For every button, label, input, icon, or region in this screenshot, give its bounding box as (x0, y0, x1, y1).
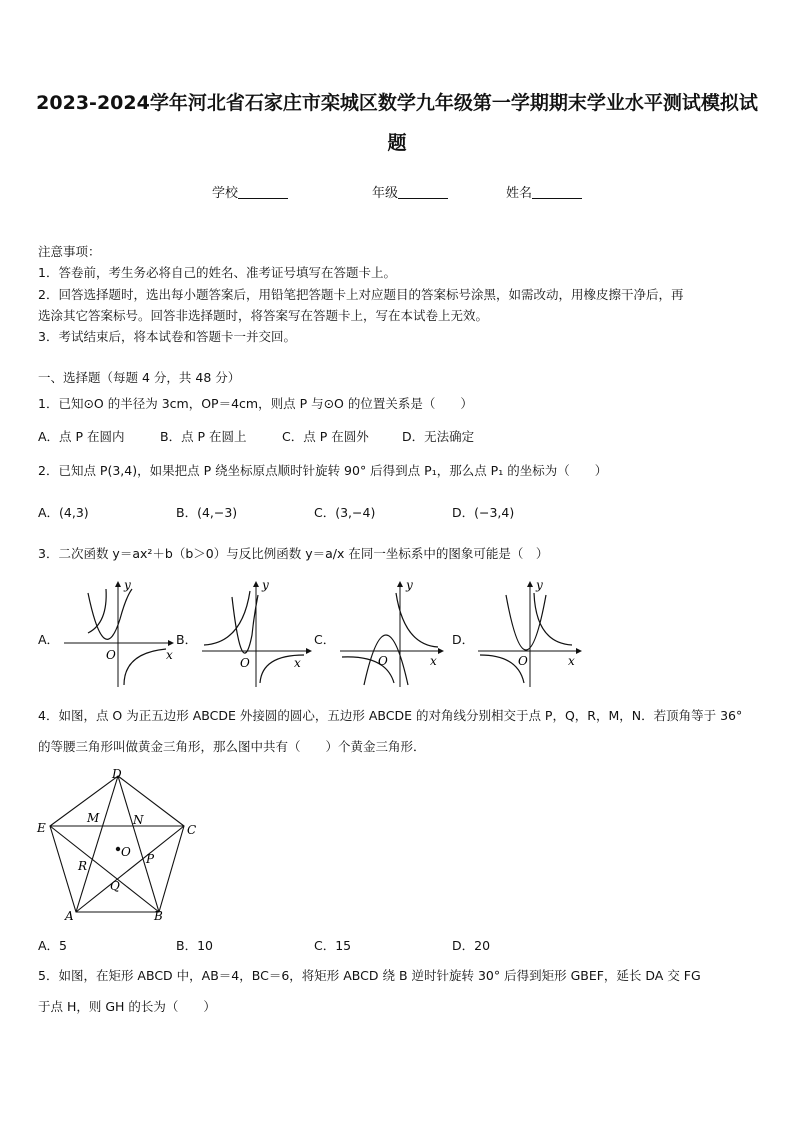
school-field (212, 182, 288, 201)
point-d-label: D (112, 767, 122, 781)
point-r-label: R (78, 859, 88, 873)
school-blank (238, 186, 288, 199)
q2-option-d: D．(−3,4) (452, 505, 515, 520)
hyperbola-branch (124, 649, 166, 685)
q3-label-a: A． (38, 632, 60, 647)
q3-graph-b (196, 575, 316, 690)
q4-stem-cont: 的等腰三角形叫做黄金三角形，那么图中共有（ ）个黄金三角形． (38, 739, 426, 754)
exam-title: 2023-2024学年河北省石家庄市栾城区数学九年级第一学期期末学业水平测试模拟试 (36, 92, 758, 114)
q2-stem: 2．已知点 P(3,4)，如果把点 P 绕坐标原点顺时针旋转 90° 后得到点 P₁，那么点 P₁ 的坐标为（ ） (38, 463, 608, 478)
point-p-label: P (146, 852, 155, 866)
name-blank (532, 186, 582, 199)
origin-label: O (240, 656, 250, 670)
y-axis-label: y (262, 578, 269, 592)
y-arrow-icon (115, 581, 121, 587)
y-arrow-icon (397, 581, 403, 587)
q4-option-a: A．5 (38, 938, 68, 953)
y-axis-label: y (536, 578, 543, 592)
point-m-label: M (87, 811, 100, 825)
y-arrow-icon (527, 581, 533, 587)
y-axis-label: y (406, 578, 413, 592)
hyperbola-branch (534, 593, 572, 645)
q1-option-d: D．无法确定 (402, 429, 475, 444)
x-axis-label: x (166, 648, 173, 662)
point-e-label: E (37, 821, 46, 835)
q1-stem: 1．已知⊙O 的半径为 3cm，OP＝4cm，则点 P 与⊙O 的位置关系是（ ） (38, 396, 473, 411)
x-arrow-icon (576, 648, 582, 654)
y-axis-label: y (124, 578, 131, 592)
origin-label: O (518, 654, 528, 668)
pentagon-figure (34, 766, 204, 926)
x-axis-label: x (294, 656, 301, 670)
x-axis-label: x (430, 654, 437, 668)
q3-graph-a (58, 575, 178, 690)
exam-title-cont: 题 (387, 132, 407, 154)
school-label: 学校 (212, 186, 239, 201)
q2-option-a: A．(4,3) (38, 505, 89, 520)
q4-option-c: C．15 (314, 938, 352, 953)
q4-stem: 4．如图，点 O 为正五边形 ABCDE 外接圆的圆心，五边形 ABCDE 的对角线分别相交于点 P，Q，R，M，N．若顶角等于 36° (38, 708, 743, 723)
grade-label: 年级 (372, 186, 399, 201)
x-arrow-icon (438, 648, 444, 654)
origin-label: O (378, 654, 388, 668)
q5-stem-cont: 于点 H，则 GH 的长为（ ） (38, 999, 216, 1014)
parabola-curve (232, 595, 258, 653)
origin-label: O (106, 648, 116, 662)
q5-stem: 5．如图，在矩形 ABCD 中，AB＝4，BC＝6，将矩形 ABCD 绕 B 逆时针旋转 30° 后得到矩形 GBEF，延长 DA 交 FG (38, 968, 701, 983)
q1-option-a: A．点 P 在圆内 (38, 429, 125, 444)
hyperbola-branch (88, 589, 106, 633)
q2-option-b: B．(4,−3) (176, 505, 238, 520)
x-arrow-icon (306, 648, 312, 654)
grade-field (372, 182, 448, 201)
q3-graph-d (472, 575, 592, 690)
q3-label-c: C． (314, 632, 336, 647)
q1-option-b: B．点 P 在圆上 (160, 429, 247, 444)
point-q-label: Q (110, 879, 120, 893)
q4-option-b: B．10 (176, 938, 213, 953)
q3-stem: 3．二次函数 y＝ax²＋b（b＞0）与反比例函数 y＝a/x 在同一坐标系中的图象可能是（ ） (38, 546, 549, 561)
y-arrow-icon (253, 581, 259, 587)
point-a-label: A (65, 909, 74, 923)
parabola-curve (88, 589, 132, 639)
point-b-label: B (154, 909, 163, 923)
note-2-cont: 选涂其它答案标号。回答非选择题时，将答案写在答题卡上，写在本试卷上无效。 (38, 308, 489, 323)
diagonal-db (118, 776, 159, 912)
note-3: 3．考试结束后，将本试卷和答题卡一并交回。 (38, 329, 296, 344)
point-c-label: C (187, 823, 197, 837)
name-label: 姓名 (506, 186, 533, 201)
diagonal-eb (50, 826, 159, 912)
center-point (116, 847, 120, 851)
point-n-label: N (133, 813, 144, 827)
q1-option-c: C．点 P 在圆外 (282, 429, 369, 444)
q3-label-b: B． (176, 632, 198, 647)
hyperbola-branch (396, 593, 438, 647)
name-field (506, 182, 582, 201)
x-arrow-icon (168, 640, 174, 646)
q3-label-d: D． (452, 632, 475, 647)
hyperbola-branch (204, 591, 250, 645)
notes-heading: 注意事项： (38, 244, 101, 259)
q2-option-c: C．(3,−4) (314, 505, 376, 520)
note-1: 1．答卷前，考生务必将自己的姓名、准考证号填写在答题卡上。 (38, 265, 396, 280)
x-axis-label: x (568, 654, 575, 668)
diagonal-ca (76, 826, 184, 912)
grade-blank (398, 186, 448, 199)
section-heading: 一、选择题（每题 4 分，共 48 分） (38, 370, 241, 385)
q3-graph-c (334, 575, 454, 690)
q4-option-d: D．20 (452, 938, 491, 953)
point-o-label: O (121, 845, 131, 859)
note-2: 2．回答选择题时，选出每小题答案后，用铅笔把答题卡上对应题目的答案标号涂黑，如需改动，用橡皮擦干净后，再 (38, 287, 684, 302)
